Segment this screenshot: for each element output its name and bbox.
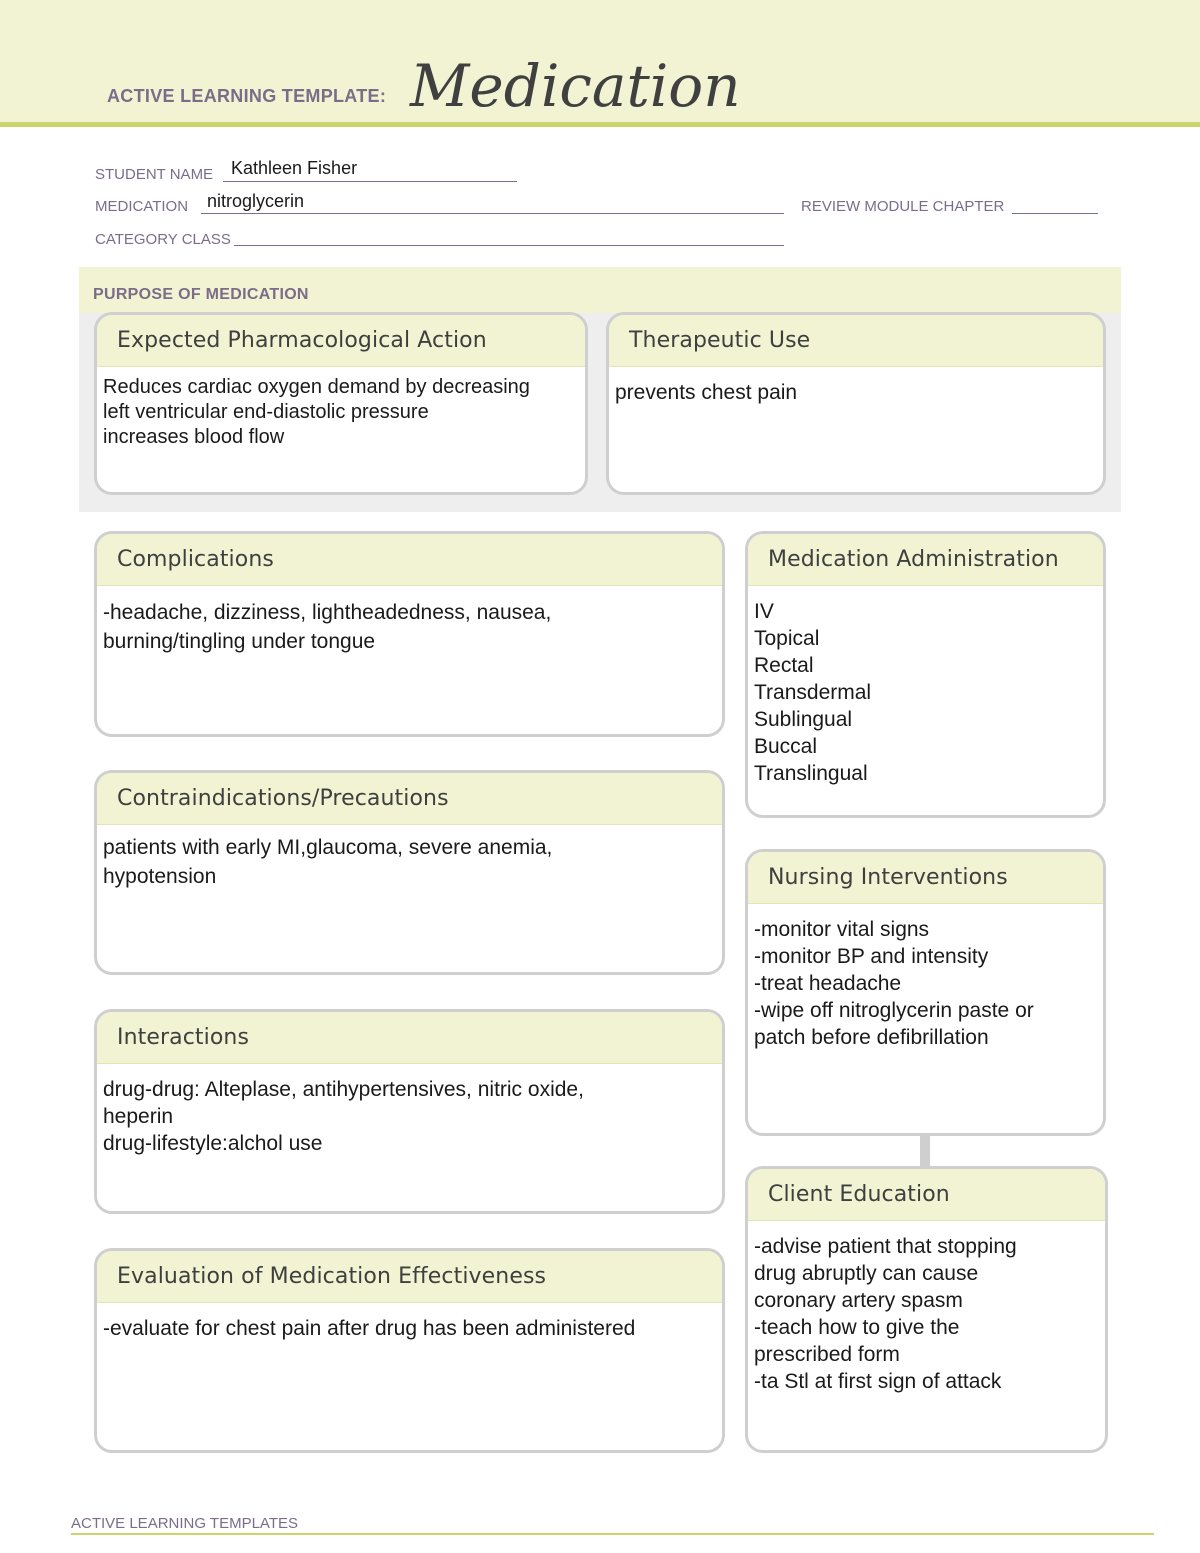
text-line: coronary artery spasm: [754, 1289, 963, 1312]
text-line: drug-lifestyle:alchol use: [103, 1132, 323, 1155]
text-line: -ta Stl at first sign of attack: [754, 1370, 1002, 1393]
client-education-title: Client Education: [768, 1182, 950, 1207]
therapeutic-use-header: [609, 315, 1103, 367]
category-class-field[interactable]: [234, 245, 784, 246]
footer-label: ACTIVE LEARNING TEMPLATES: [71, 1515, 298, 1532]
contraindications-box: [94, 770, 725, 975]
contraindications-title: Contraindications/Precautions: [117, 786, 449, 811]
text-line: burning/tingling under tongue: [103, 630, 376, 653]
evaluation-header: [97, 1251, 722, 1303]
review-module-field[interactable]: [1012, 213, 1098, 214]
text-line: Sublingual: [754, 708, 853, 731]
text-line: Transdermal: [754, 681, 872, 704]
evaluation-content[interactable]: [97, 1303, 722, 1342]
connector: [920, 1135, 930, 1167]
text-line: -headache, dizziness, lightheadedness, nausea,: [103, 601, 552, 624]
text-line: left ventricular end-diastolic pressure: [103, 401, 429, 423]
complications-header: [97, 534, 722, 586]
interactions-content[interactable]: [97, 1064, 722, 1157]
text-line: -treat headache: [754, 972, 902, 995]
text-line: increases blood flow: [103, 426, 285, 448]
expected-action-title: Expected Pharmacological Action: [117, 328, 487, 353]
text-line: Rectal: [754, 654, 814, 677]
expected-action-header: [97, 315, 585, 367]
client-education-content[interactable]: [748, 1221, 1105, 1395]
header-rule: [0, 122, 1200, 127]
expected-action-box: [94, 312, 588, 495]
therapeutic-use-content[interactable]: [609, 367, 1103, 406]
student-name-field[interactable]: Kathleen Fisher: [231, 158, 358, 178]
text-line: Reduces cardiac oxygen demand by decreasing: [103, 376, 530, 398]
interactions-box: [94, 1009, 725, 1214]
nursing-interventions-box: [745, 849, 1106, 1136]
nursing-interventions-title: Nursing Interventions: [768, 865, 1008, 890]
text-line: drug-drug: Alteplase, antihypertensives, nitric oxide,: [103, 1078, 584, 1101]
text-line: Topical: [754, 627, 820, 650]
text-line: heperin: [103, 1105, 174, 1128]
client-education-box: [745, 1166, 1108, 1453]
expected-action-content[interactable]: [97, 367, 585, 450]
page-title: Medication: [410, 52, 741, 120]
text-line: patients with early MI,glaucoma, severe anemia,: [103, 836, 553, 859]
interactions-header: [97, 1012, 722, 1064]
complications-content[interactable]: [97, 586, 722, 656]
category-class-label: CATEGORY CLASS: [95, 231, 231, 248]
medication-administration-box: [745, 531, 1106, 818]
nursing-interventions-content[interactable]: [748, 904, 1103, 1051]
text-line: -advise patient that stopping: [754, 1235, 1017, 1258]
purpose-label: PURPOSE OF MEDICATION: [93, 286, 309, 303]
medication-administration-title: Medication Administration: [768, 547, 1059, 572]
text-line: prevents chest pain: [615, 381, 798, 404]
medication-administration-header: [748, 534, 1103, 586]
nursing-interventions-header: [748, 852, 1103, 904]
contraindications-header: [97, 773, 722, 825]
text-line: Translingual: [754, 762, 868, 785]
text-line: -wipe off nitroglycerin paste or: [754, 999, 1034, 1022]
medication-field[interactable]: nitroglycerin: [207, 191, 305, 211]
text-line: drug abruptly can cause: [754, 1262, 979, 1285]
text-line: prescribed form: [754, 1343, 900, 1366]
review-module-label: REVIEW MODULE CHAPTER: [801, 198, 1005, 215]
medication-label: MEDICATION: [95, 198, 189, 215]
text-line: hypotension: [103, 865, 217, 888]
complications-box: [94, 531, 725, 737]
text-line: -evaluate for chest pain after drug has been administered: [103, 1317, 636, 1340]
evaluation-title: Evaluation of Medication Effectiveness: [117, 1264, 547, 1289]
template-label: ACTIVE LEARNING TEMPLATE:: [107, 86, 387, 106]
therapeutic-use-title: Therapeutic Use: [629, 328, 811, 353]
evaluation-box: [94, 1248, 725, 1453]
interactions-title: Interactions: [117, 1025, 250, 1050]
text-line: -monitor BP and intensity: [754, 945, 989, 968]
text-line: IV: [754, 600, 774, 623]
text-line: -teach how to give the: [754, 1316, 960, 1339]
client-education-header: [748, 1169, 1105, 1221]
text-line: -monitor vital signs: [754, 918, 930, 941]
therapeutic-use-box: [606, 312, 1106, 495]
footer-rule: [71, 1533, 1154, 1535]
text-line: patch before defibrillation: [754, 1026, 989, 1049]
student-name-line: [223, 181, 517, 182]
complications-title: Complications: [117, 547, 274, 572]
contraindications-content[interactable]: [97, 825, 722, 891]
student-name-label: STUDENT NAME: [95, 166, 214, 183]
medication-line: [201, 213, 784, 214]
medication-administration-content[interactable]: [748, 586, 1103, 787]
text-line: Buccal: [754, 735, 818, 758]
